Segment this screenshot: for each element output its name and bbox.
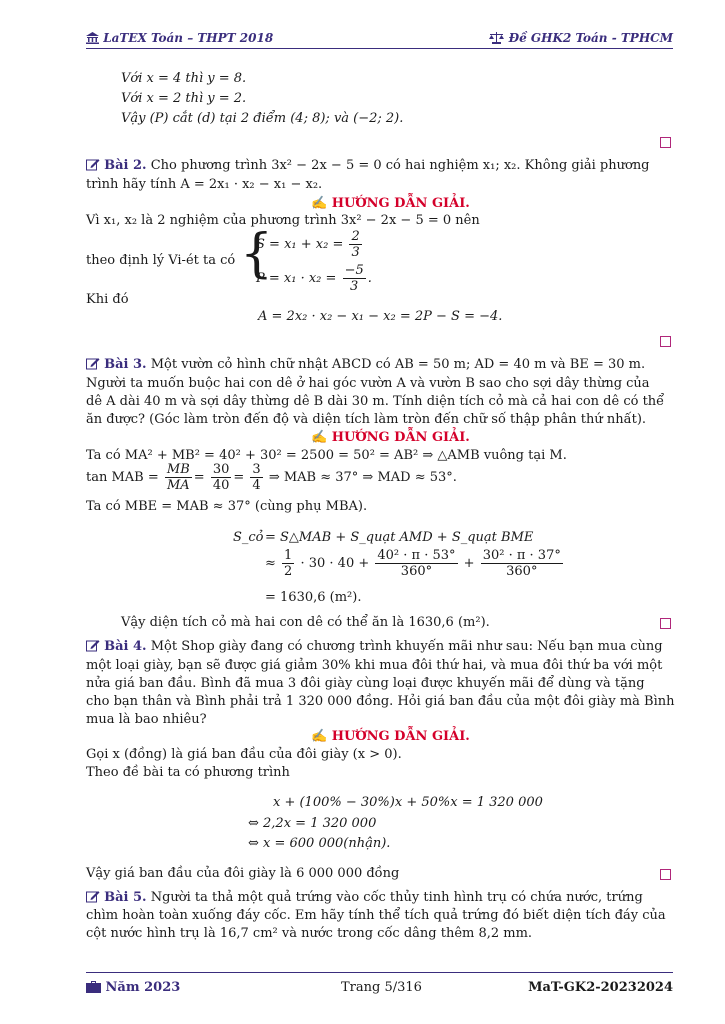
bai2-hd: HƯỚNG DẪN GIẢI. (331, 196, 470, 211)
bai4-label: Bài 4. (104, 639, 147, 654)
bai5-label: Bài 5. (104, 890, 147, 905)
bai3-question-line1 (86, 357, 645, 372)
bai2-solution-heading (311, 196, 470, 211)
bai2-question-line1 (86, 158, 650, 173)
pencil-icon: ✍ (311, 196, 328, 211)
bai3-q1: Một vườn cỏ hình chữ nhật ABCD có AB = 50 m; AD = 40 m và BE = 30 m. (150, 357, 646, 372)
institution-icon (86, 32, 99, 44)
bai5-q1: Người ta thả một quả trứng vào cốc thủy tinh hình trụ có chứa nước, trứng (150, 890, 643, 905)
bai3-q4: ăn được? (Góc làm tròn đến độ và diện tích làm tròn đến chữ số thập phân thứ nhất). (86, 412, 647, 427)
edit-icon (86, 890, 100, 903)
qed-box (660, 336, 671, 347)
bai4-question-line1 (86, 639, 663, 654)
footer-year: Năm 2023 (105, 980, 181, 995)
bai2-label: Bài 2. (104, 158, 147, 173)
bai3-q2: Người ta muốn buộc hai con dê ở hai góc vườn A và vườn B sao cho sợi dây thừng của (86, 376, 650, 391)
bai3-eq3: = 1630,6 (m²). (265, 590, 362, 605)
qed-box (660, 618, 671, 629)
bai3-solution-heading (311, 430, 470, 445)
bai3-hd: HƯỚNG DẪN GIẢI. (331, 430, 470, 445)
system-brace: { (240, 224, 274, 284)
bai4-hd: HƯỚNG DẪN GIẢI. (331, 729, 470, 744)
bai3-q3: dê A dài 40 m và sợi dây thừng dê B dài 30 m. Tính diện tích cỏ mà cả hai con dê có thể (86, 394, 665, 409)
bai4-q4: cho bạn thân và Bình phải trả 1 320 000 đồng. Hỏi giá ban đầu của một đôi giày mà Bình (86, 694, 675, 709)
header-right (489, 31, 673, 45)
header-left-text: LaTEX Toán – THPT 2018 (103, 31, 274, 45)
bai2-s1: Vì x₁, x₂ là 2 nghiệm của phương trình 3x² − 2x − 5 = 0 nên (86, 213, 480, 228)
bai2-q2: trình hãy tính A = 2x₁ · x₂ − x₁ − x₂. (86, 177, 323, 192)
bai3-label: Bài 3. (104, 357, 147, 372)
bai3-s2: tan MAB = $\frac{MB}{MA}$ = $\frac{30}{40}$ = $\frac{3}{4}$ ⇒ MAB ≈ 37° ⇒ MAD ≈ 53°. (86, 462, 457, 493)
top-line-2: Với x = 2 thì y = 2. (121, 91, 247, 106)
bai4-eq1: x + (100% − 30%)x + 50%x = 1 320 000 (273, 795, 543, 810)
header-rule (86, 48, 673, 49)
bai4-q5: mua là bao nhiêu? (86, 712, 207, 727)
pencil-icon: ✍ (311, 430, 328, 445)
bai4-eq3: ⇔ x = 600 000(nhận). (248, 836, 391, 851)
footer-code: MaT-GK2-20232024 (528, 980, 673, 995)
footer-page: Trang 5/316 (341, 980, 422, 995)
bai4-eq2: ⇔ 2,2x = 1 320 000 (248, 816, 377, 831)
bai4-s2: Theo đề bài ta có phương trình (86, 765, 290, 780)
edit-icon (86, 357, 100, 370)
pencil-icon: ✍ (311, 729, 328, 744)
bai3-s3: Ta có MBE = MAB ≈ 37° (cùng phụ MBA). (86, 499, 368, 514)
edit-icon (86, 639, 100, 652)
qed-box (660, 137, 671, 148)
bai2-system-row1: S = x₁ + x₂ = $\frac{2}{3}$ (256, 229, 360, 260)
bai2-q1: Cho phương trình 3x² − 2x − 5 = 0 có hai nghiệm x₁; x₂. Không giải phương (150, 158, 650, 173)
qed-box (660, 869, 671, 880)
bai2-s4: A = 2x₂ · x₂ − x₁ − x₂ = 2P − S = −4. (258, 309, 503, 324)
footer-rule (86, 972, 673, 973)
top-line-1: Với x = 4 thì y = 8. (121, 71, 247, 86)
bai3-eq1-right: = S△MAB + S_quạt AMD + S_quạt BME (265, 530, 534, 545)
bai3-s1: Ta có MA² + MB² = 40² + 30² = 2500 = 50² = AB² ⇒ △AMB vuông tại M. (86, 448, 567, 463)
bai4-solution-heading (311, 729, 470, 744)
bai4-conclusion: Vậy giá ban đầu của đôi giày là 6 000 000 đồng (86, 866, 400, 881)
bai4-q1: Một Shop giày đang có chương trình khuyến mãi như sau: Nếu bạn mua cùng (150, 639, 663, 654)
header-left (86, 31, 273, 45)
top-line-3: Vậy (P) cắt (d) tại 2 điểm (4; 8); và (−2; 2). (121, 111, 404, 126)
bai2-system-row2: P = x₁ · x₂ = $\frac{-5}{3}$ . (256, 263, 372, 294)
bai3-conclusion: Vậy diện tích cỏ mà hai con dê có thể ăn là 1630,6 (m²). (121, 615, 490, 630)
bai5-q2: chìm hoàn toàn xuống đáy cốc. Em hãy tính thể tích quả trứng đó biết diện tích đáy của (86, 908, 666, 923)
bai5-question-line1 (86, 890, 643, 905)
bai4-s1: Gọi x (đồng) là giá ban đầu của đôi giày (x > 0). (86, 747, 402, 762)
briefcase-icon (86, 981, 101, 993)
footer-left (86, 980, 180, 995)
scales-icon (489, 32, 504, 44)
bai4-q2: một loại giày, bạn sẽ được giá giảm 30% khi mua đôi thứ hai, và mua đôi thứ ba với một (86, 658, 663, 673)
header-right-text: Đề GHK2 Toán - TPHCM (508, 31, 673, 45)
bai5-q3: cột nước hình trụ là 16,7 cm² và nước trong cốc dâng thêm 8,2 mm. (86, 926, 533, 941)
bai3-eq2: ≈ $\frac{1}{2}$ · 30 · 40 + $\frac{\text{40² · π · 53°}}{360^\circ}$ + $\frac{\text{30² · π · 37°}}{360^\circ}$ (265, 548, 561, 579)
bai3-eq1-left: S_cỏ (233, 530, 264, 545)
edit-icon (86, 158, 100, 171)
bai2-s2: theo định lý Vi-ét ta có (86, 253, 236, 268)
bai2-s3: Khi đó (86, 292, 129, 307)
bai4-q3: nửa giá ban đầu. Bình đã mua 3 đôi giày cùng loại được khuyến mãi để dùng và tặng (86, 676, 645, 691)
